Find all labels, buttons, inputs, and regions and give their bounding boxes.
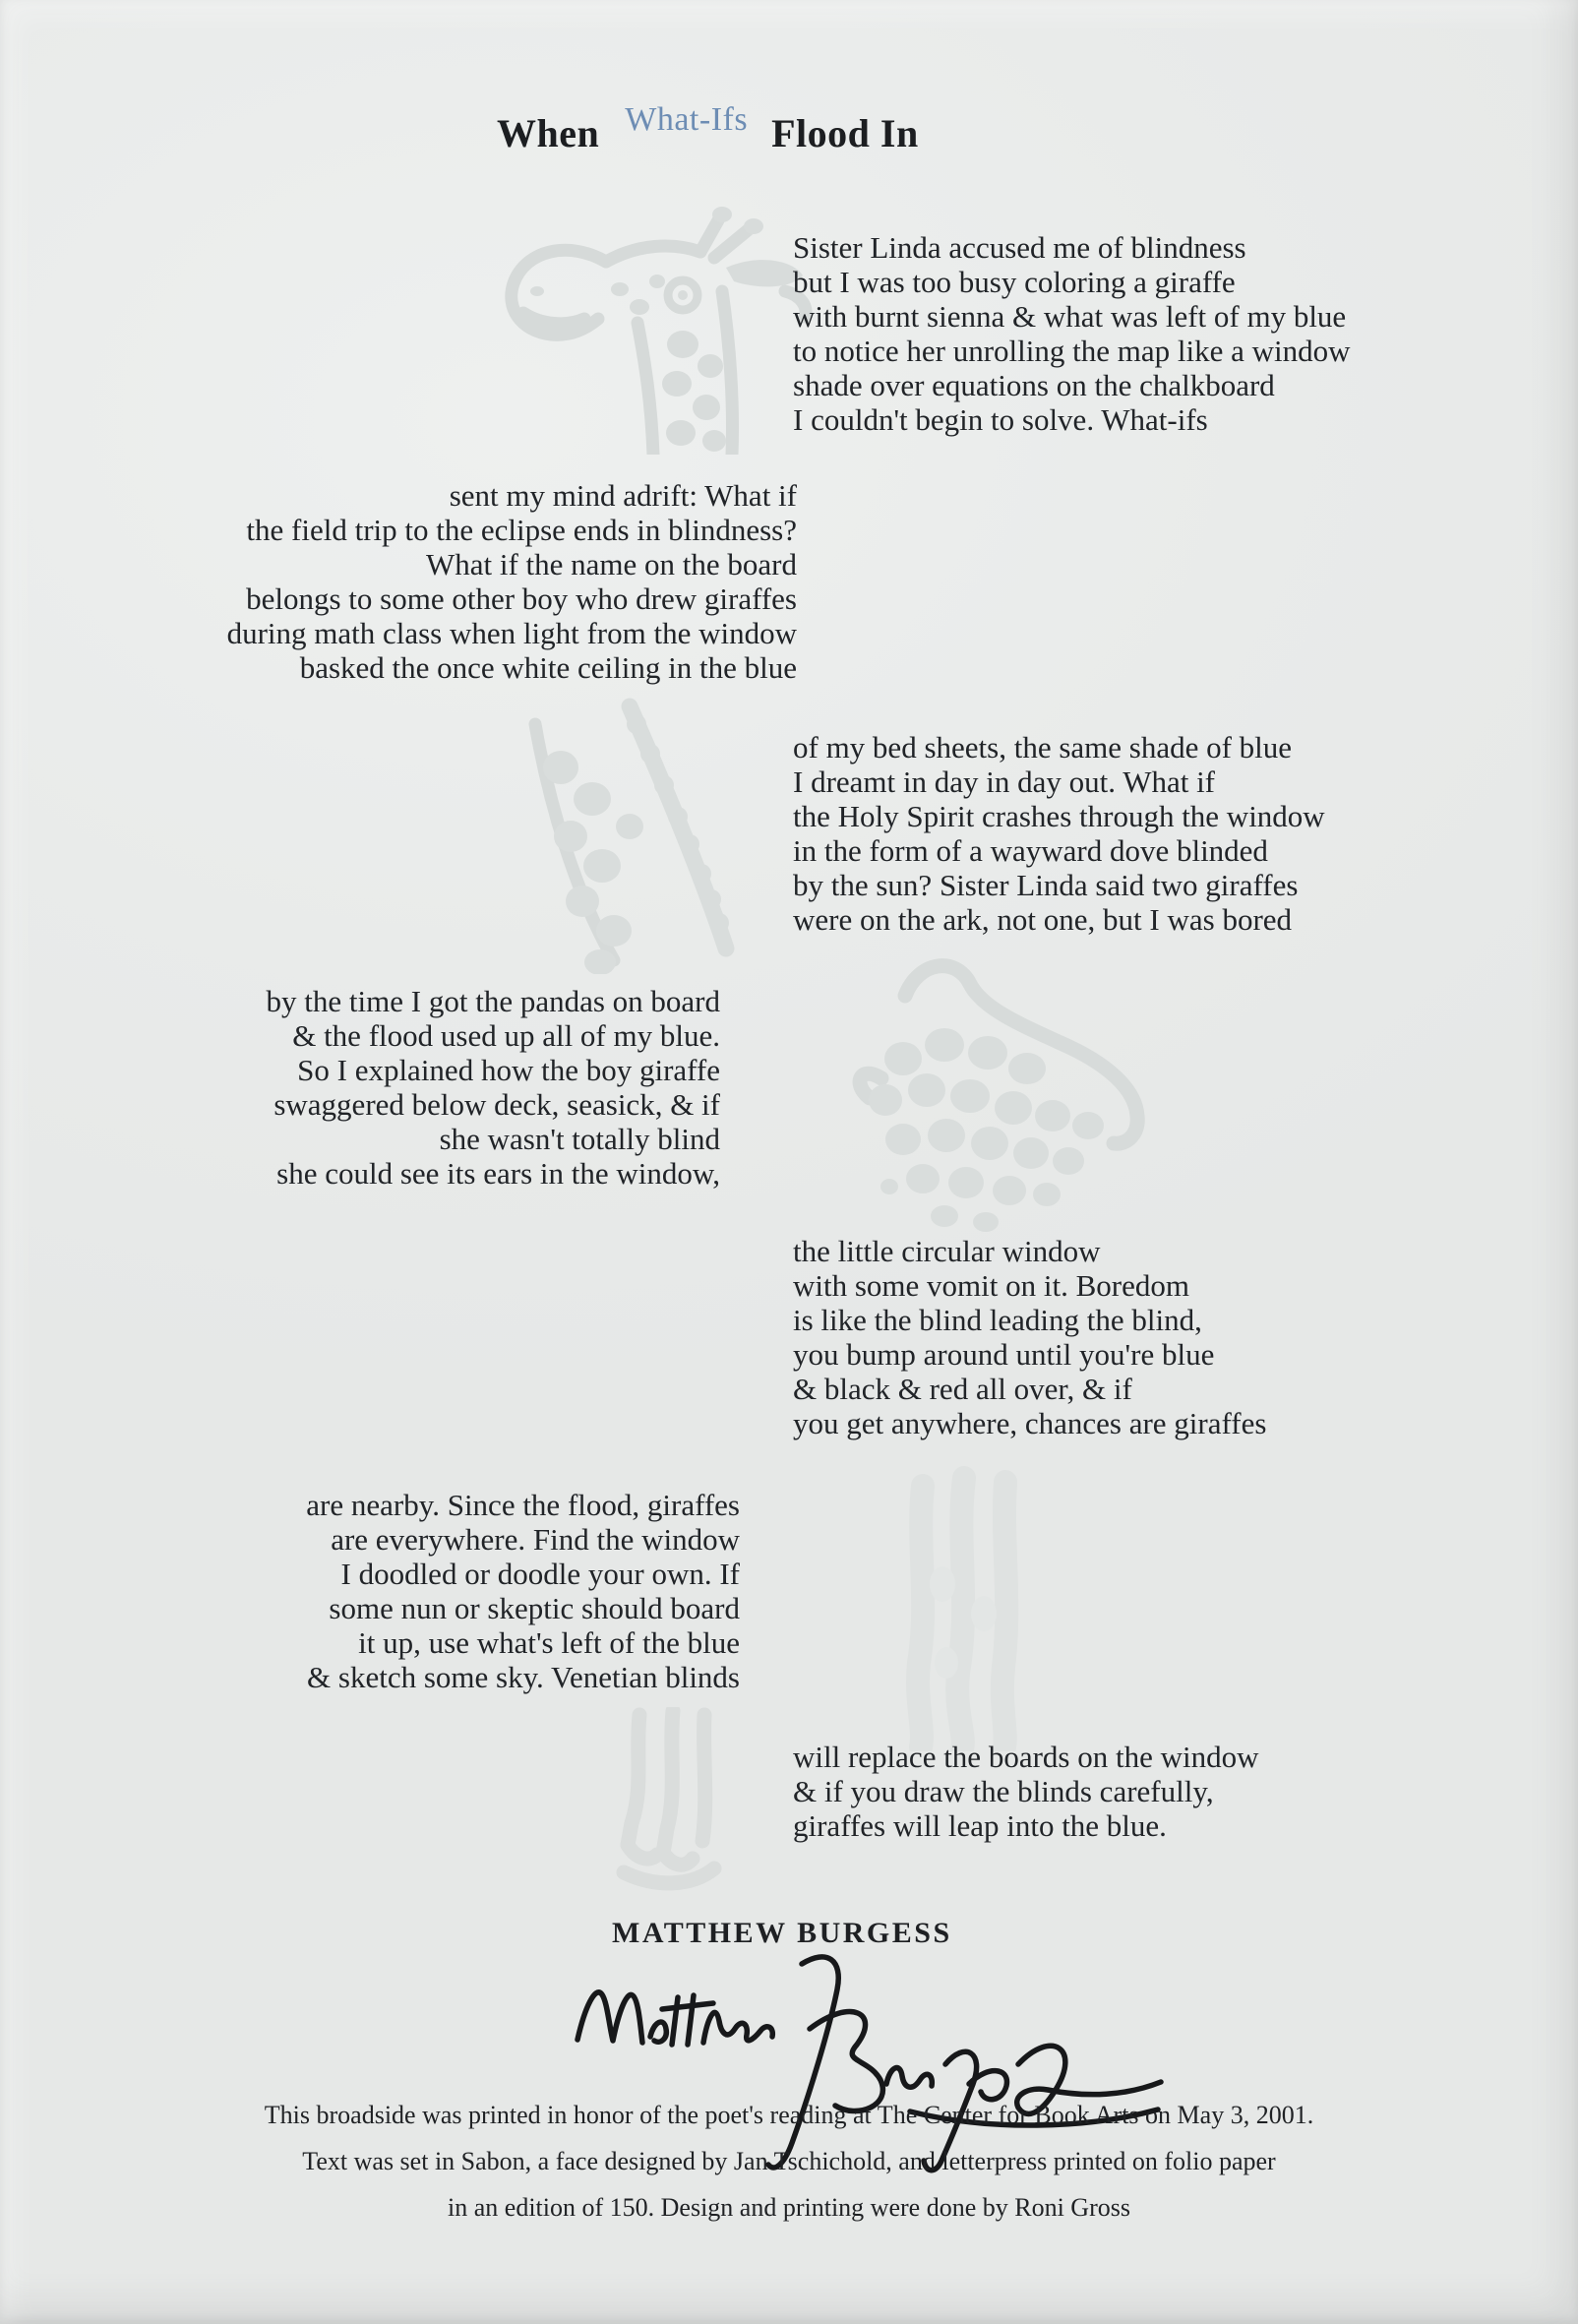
giraffe-head-icon <box>490 197 819 455</box>
poem-line: she wasn't totally blind <box>439 1122 720 1156</box>
poem-line: giraffes will leap into the blue. <box>793 1808 1167 1843</box>
poem-line: it up, use what's left of the blue <box>358 1625 740 1660</box>
poem-line: basked the once white ceiling in the blue <box>299 650 797 685</box>
title-word-what-ifs: What-Ifs <box>625 101 749 138</box>
poem-line: swaggered below deck, seasick, & if <box>273 1087 720 1122</box>
poem-line: & black & red all over, & if <box>793 1372 1132 1406</box>
giraffe-hooves-icon <box>602 1707 725 1899</box>
colophon <box>0 2092 1578 2231</box>
poem-line: but I was too busy coloring a giraffe <box>793 265 1236 299</box>
poem-line: & if you draw the blinds carefully, <box>793 1774 1214 1808</box>
colophon-line: This broadside was printed in honor of the poet's reading at The Center for Book Arts on May 3, 2001. <box>264 2101 1314 2129</box>
poem-line: So I explained how the boy giraffe <box>297 1053 720 1087</box>
poem-line: the Holy Spirit crashes through the window <box>793 799 1325 833</box>
poem-line: you get anywhere, chances are giraffes <box>793 1406 1267 1440</box>
stanza-1 <box>793 230 1350 437</box>
poem-line: will replace the boards on the window <box>793 1740 1259 1774</box>
poem-line: shade over equations on the chalkboard <box>793 368 1275 402</box>
poem-line: What if the name on the board <box>425 547 797 581</box>
title-word-flood-in: Flood In <box>771 111 919 155</box>
poem-line: by the time I got the pandas on board <box>266 984 720 1018</box>
poem-line: the field trip to the eclipse ends in blindness? <box>246 513 797 547</box>
poem-title <box>497 101 919 156</box>
poem-line: she could see its ears in the window, <box>276 1156 720 1191</box>
poem-line: to notice her unrolling the map like a window <box>793 334 1351 368</box>
giraffe-neck-icon <box>484 697 755 974</box>
poem-line: you bump around until you're blue <box>793 1337 1215 1372</box>
poem-line: by the sun? Sister Linda said two giraffes <box>793 868 1299 902</box>
stanza-5 <box>793 1234 1266 1440</box>
poem-line: some nun or skeptic should board <box>329 1591 740 1625</box>
poem-line: I dreamt in day in day out. What if <box>793 764 1216 799</box>
poem-line: the little circular window <box>793 1234 1101 1268</box>
poem-line: were on the ark, not one, but I was bored <box>793 902 1293 937</box>
poem-line: is like the blind leading the blind, <box>793 1303 1202 1337</box>
poem-line: Sister Linda accused me of blindness <box>793 230 1246 265</box>
stanza-4 <box>267 984 720 1191</box>
poem-line: of my bed sheets, the same shade of blue <box>793 730 1293 764</box>
poem-line: & the flood used up all of my blue. <box>292 1018 720 1053</box>
stanza-6 <box>306 1488 740 1694</box>
poem-line: during math class when light from the window <box>226 616 797 650</box>
poem-line: & sketch some sky. Venetian blinds <box>307 1660 740 1694</box>
poem-line: with burnt sienna & what was left of my blue <box>793 299 1347 334</box>
poem-line: belongs to some other boy who drew giraffes <box>246 581 797 616</box>
stanza-2 <box>227 478 797 685</box>
poem-line: sent my mind adrift: What if <box>449 478 797 513</box>
poem-line: are everywhere. Find the window <box>331 1522 740 1557</box>
stanza-7 <box>793 1740 1258 1843</box>
poem-line: with some vomit on it. Boredom <box>793 1268 1189 1303</box>
title-word-when: When <box>497 111 600 155</box>
giraffe-body-icon <box>824 945 1159 1235</box>
poem-line: I doodled or doodle your own. If <box>340 1557 740 1591</box>
colophon-line: Text was set in Sabon, a face designed by Jan Tschichold, and letterpress printed on folio paper <box>302 2147 1276 2175</box>
poem-line: are nearby. Since the flood, giraffes <box>306 1488 740 1522</box>
giraffe-legs-icon <box>885 1466 1043 1751</box>
stanza-3 <box>793 730 1325 937</box>
poem-line: in the form of a wayward dove blinded <box>793 833 1268 868</box>
poem-line: I couldn't begin to solve. What-ifs <box>793 402 1208 437</box>
author-name: MATTHEW BURGESS <box>612 1917 952 1949</box>
colophon-line: in an edition of 150. Design and printing were done by Roni Gross <box>448 2193 1130 2222</box>
